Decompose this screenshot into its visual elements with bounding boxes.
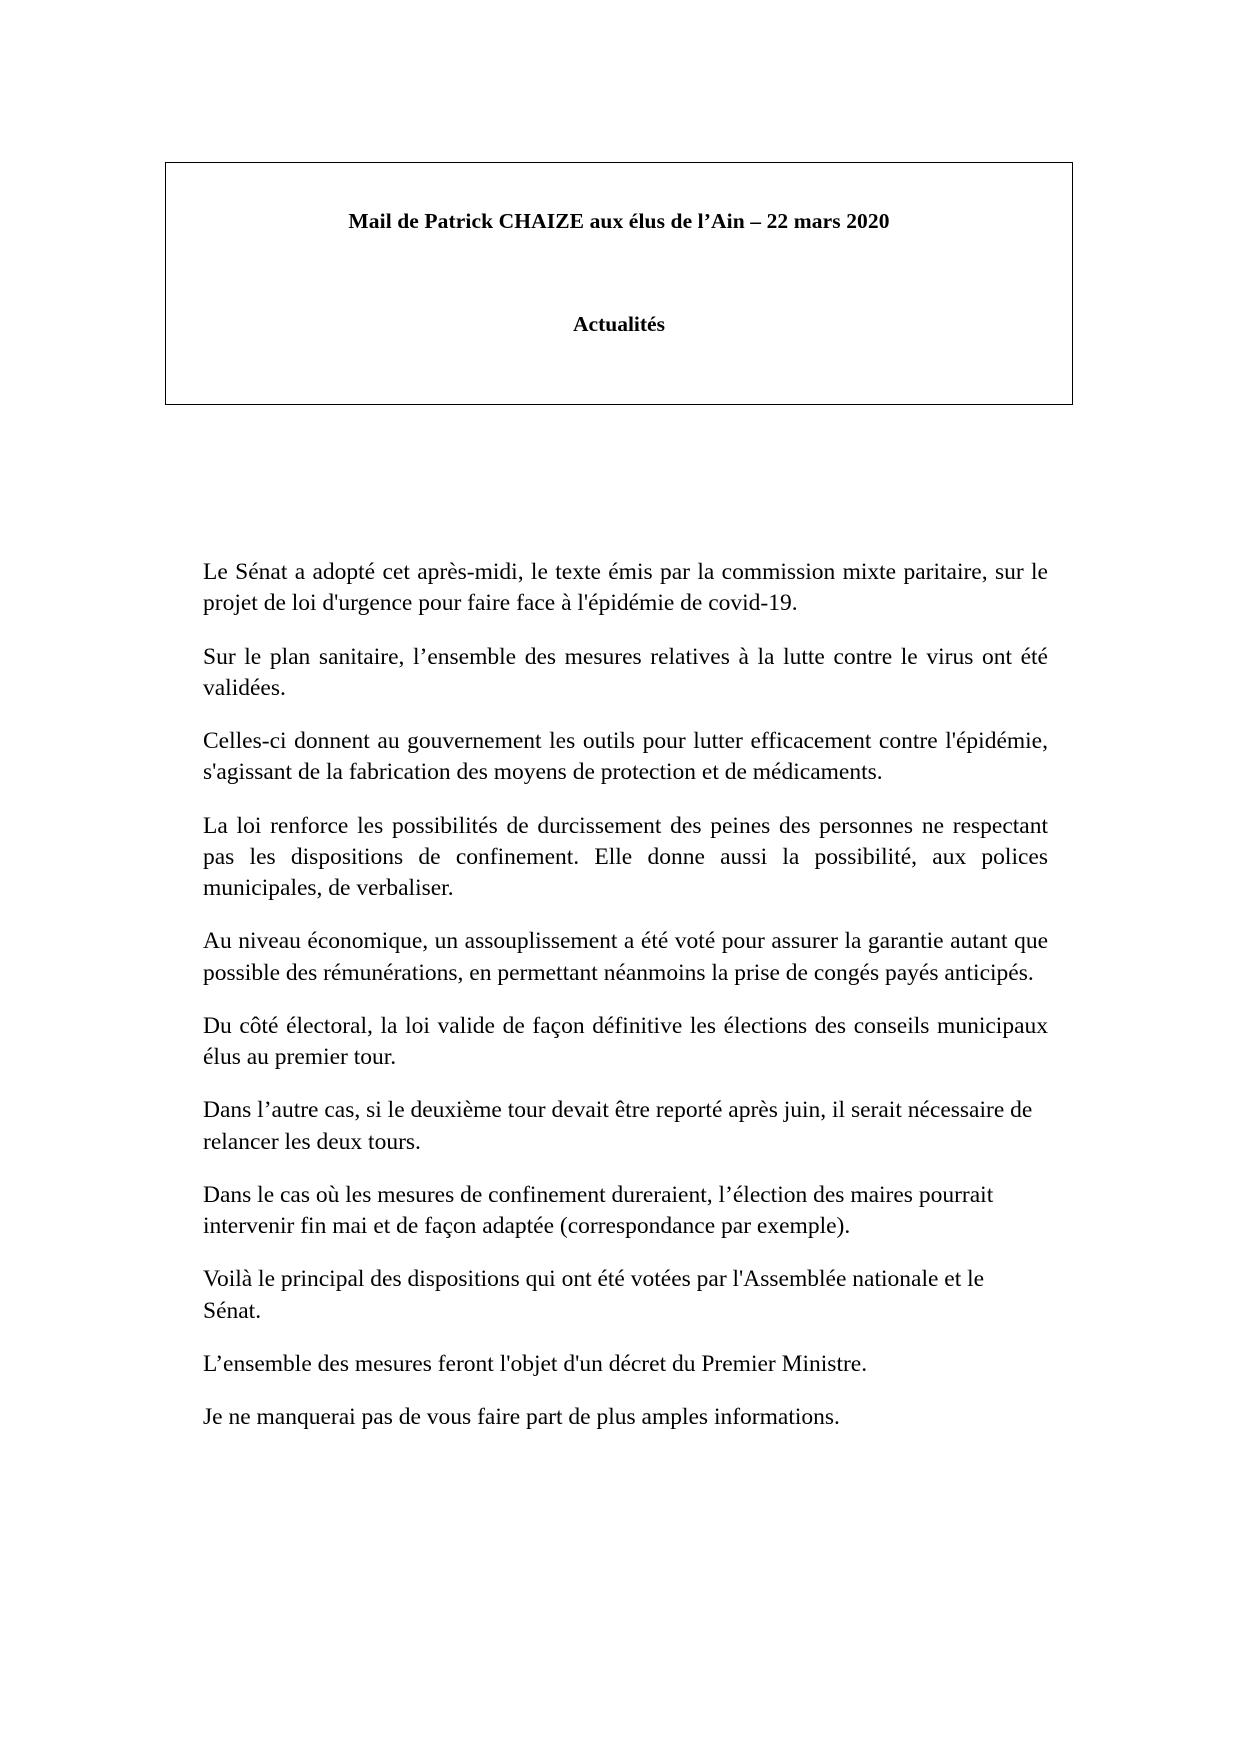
- paragraph: Celles-ci donnent au gouvernement les outils pour lutter efficacement contre l'épidémie, s'agissant de la fabrication des moyens de protection et de médicaments.: [203, 728, 1048, 786]
- paragraph: Le Sénat a adopté cet après-midi, le texte émis par la commission mixte paritaire, sur le projet de loi d'urgence pour faire face à l'épidémie de covid-19.: [203, 559, 1048, 617]
- paragraph: Je ne manquerai pas de vous faire part de plus amples informations.: [203, 1404, 840, 1430]
- paragraph: Voilà le principal des dispositions qui ont été votées par l'Assemblée nationale et le Sénat.: [203, 1266, 985, 1324]
- paragraph: Dans l’autre cas, si le deuxième tour devait être reporté après juin, il serait nécessaire de relancer les deux tours.: [203, 1097, 1033, 1155]
- paragraph: Dans le cas où les mesures de confinement dureraient, l’élection des maires pourrait intervenir fin mai et de façon adaptée (correspondance par exemple).: [203, 1181, 994, 1239]
- page-title: Mail de Patrick CHAIZE aux élus de l’Ain – 22 mars 2020: [348, 209, 890, 233]
- paragraph: La loi renforce les possibilités de durcissement des peines des personnes ne respectant pas les dispositions de confinement. Elle donne aussi la possibilité, aux polices municipales, de verbaliser.: [203, 812, 1048, 901]
- header-box: [165, 162, 1073, 405]
- body-text: [203, 557, 1048, 1433]
- page-subtitle: Actualités: [573, 312, 665, 336]
- paragraph: L’ensemble des mesures feront l'objet d'un décret du Premier Ministre.: [203, 1350, 868, 1377]
- paragraph: Du côté électoral, la loi valide de façon définitive les élections des conseils municipaux élus au premier tour.: [203, 1012, 1048, 1070]
- paragraph: Sur le plan sanitaire, l’ensemble des mesures relatives à la lutte contre le virus ont été validées.: [203, 643, 1048, 701]
- paragraph: Au niveau économique, un assouplissement a été voté pour assurer la garantie autant que possible des rémunérations, en permettant néanmoins la prise de congés payés anticipés.: [203, 928, 1048, 986]
